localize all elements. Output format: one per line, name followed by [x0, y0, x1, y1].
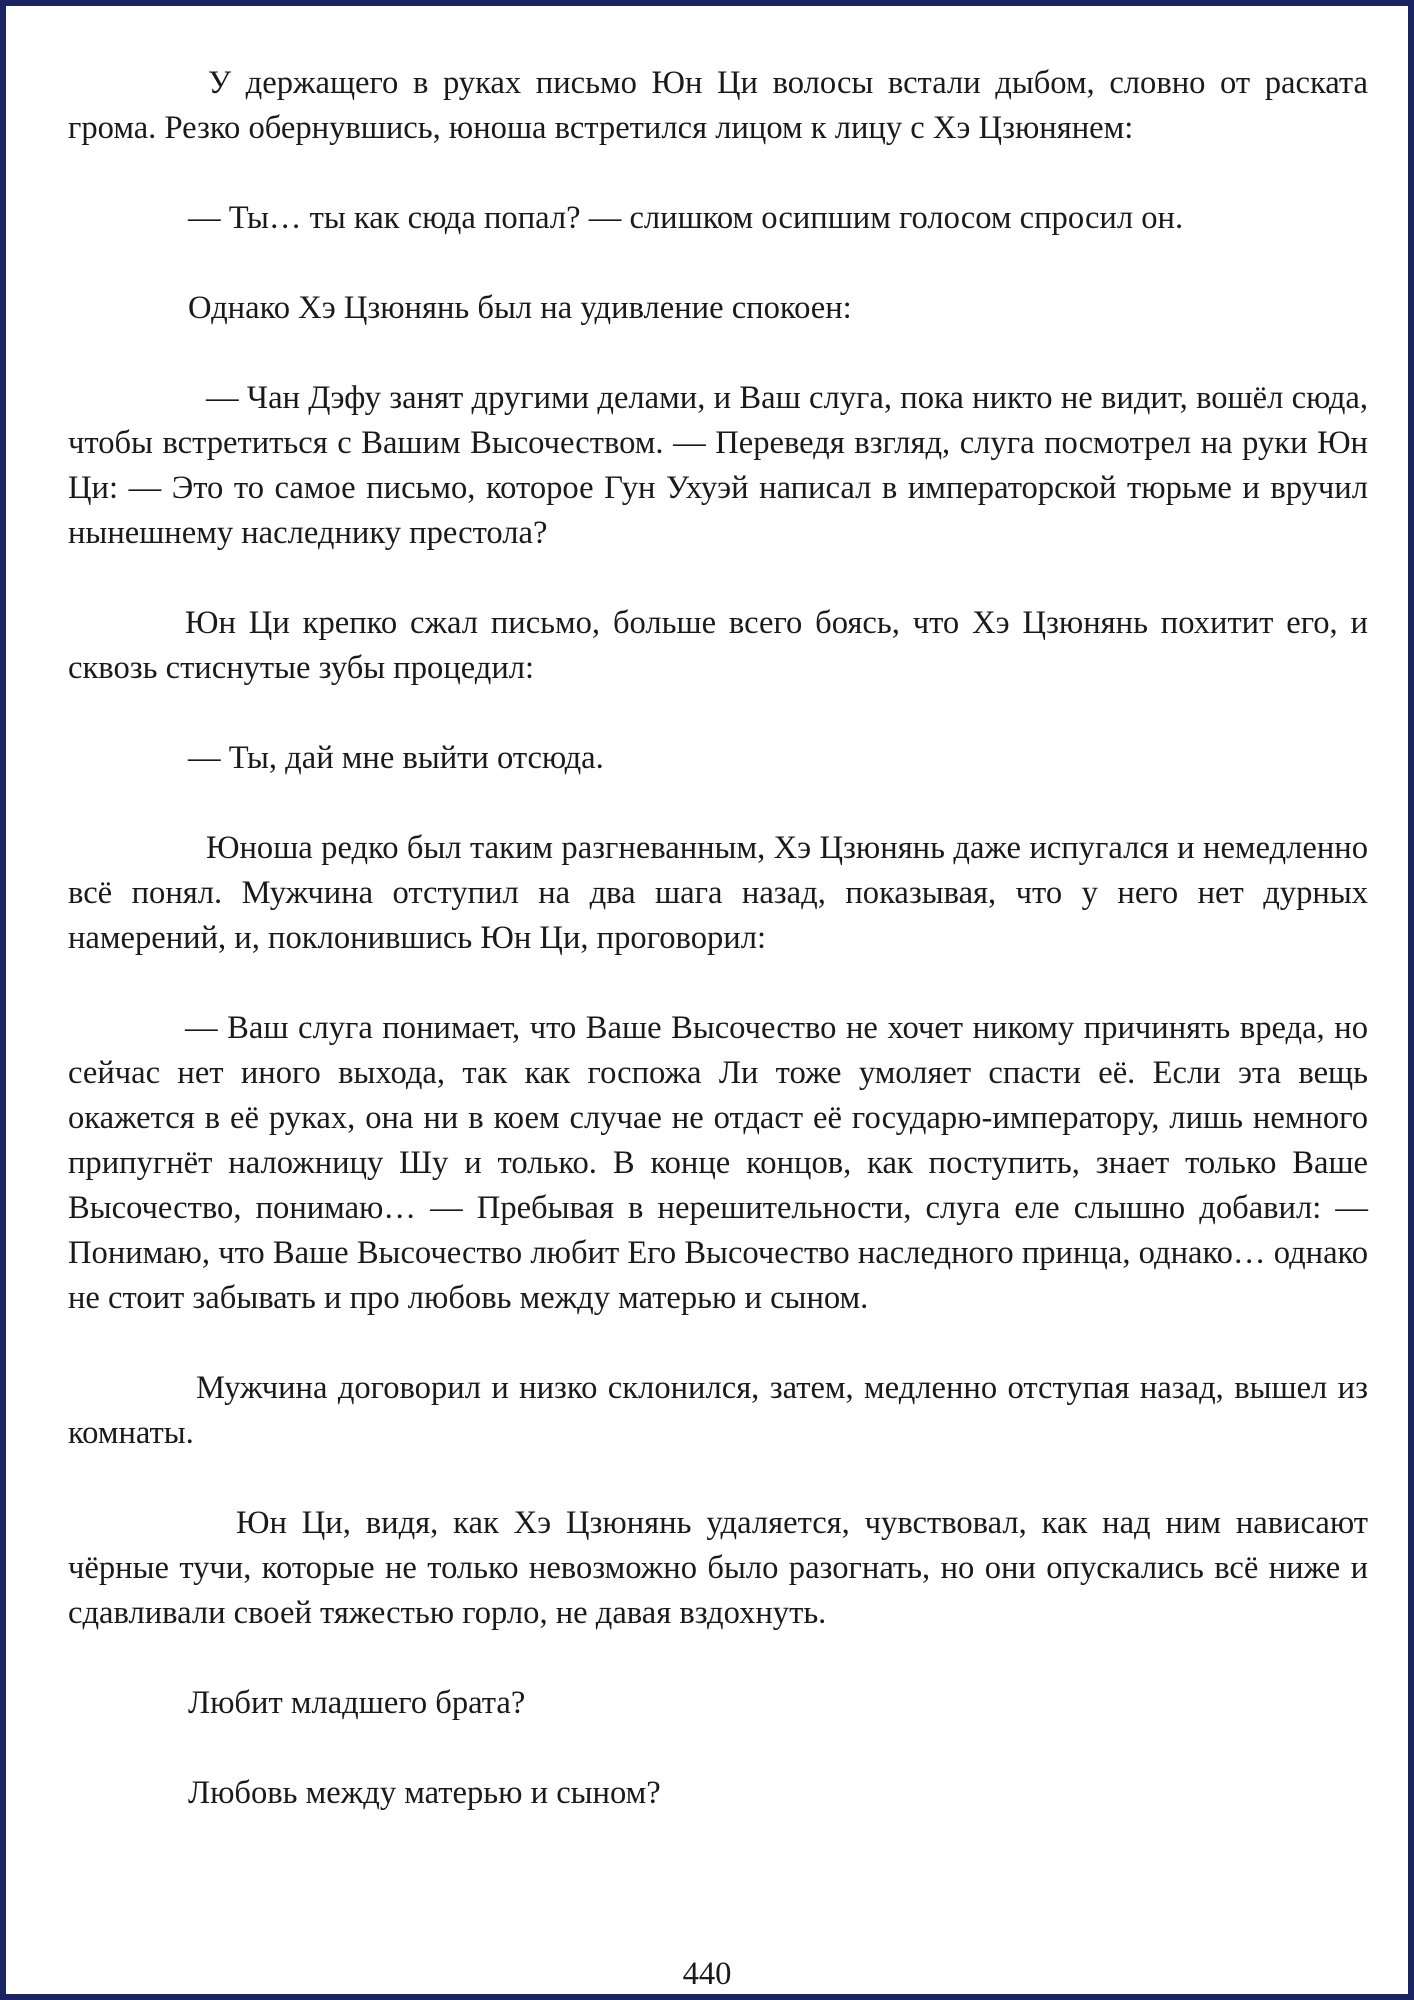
page-number: 440 [682, 1956, 732, 1992]
paragraph-1: У держащего в руках письмо Юн Ци волосы встали дыбом, словно от раската грома. Резко обернувшись, юноша встретился лицом к лицу с Хэ Цзюнянем: [68, 65, 1368, 146]
paragraph-6: — Ты, дай мне выйти отсюда. [188, 740, 604, 776]
paragraph-10: Юн Ци, видя, как Хэ Цзюнянь удаляется, чувствовал, как над ним нависают чёрные тучи, которые не только невозможно было разогнать, но они опускались всё ниже и сдавливали своей тяжестью горло, не давая вздохнуть. [68, 1505, 1368, 1631]
paragraph-5: Юн Ци крепко сжал письмо, больше всего боясь, что Хэ Цзюнянь похитит его, и сквозь стиснутые зубы процедил: [68, 605, 1368, 686]
page-body [68, 61, 1368, 1861]
paragraph-7: Юноша редко был таким разгневанным, Хэ Цзюнянь даже испугался и немедленно всё понял. Мужчина отступил на два шага назад, показывая, что у него нет дурных намерений, и, поклонившись Юн Ци, проговорил: [68, 830, 1368, 956]
paragraph-2: — Ты… ты как сюда попал? — слишком осипшим голосом спросил он. [188, 200, 1184, 236]
paragraph-9: Мужчина договорил и низко склонился, затем, медленно отступая назад, вышел из комнаты. [68, 1370, 1368, 1451]
paragraph-8: — Ваш слуга понимает, что Ваше Высочество не хочет никому причинять вреда, но сейчас нет иного выхода, так как госпожа Ли тоже умоляет спасти её. Если эта вещь окажется в её руках, она ни в коем случае не отдаст её государю-императору, лишь немного припугнёт наложницу Шу и только. В конце концов, как поступить, знает только Ваше Высочество, понимаю… — Пребывая в нерешительности, слуга еле слышно добавил: — Понимаю, что Ваше Высочество любит Его Высочество наследного принца, однако… однако не стоит забывать и про любовь между матерью и сыном. [68, 1010, 1368, 1316]
paragraph-11: Любит младшего брата? [188, 1685, 526, 1721]
paragraph-12: Любовь между матерью и сыном? [188, 1775, 661, 1811]
paragraph-3: Однако Хэ Цзюнянь был на удивление спокоен: [188, 290, 852, 326]
paragraph-4: — Чан Дэфу занят другими делами, и Ваш слуга, пока никто не видит, вошёл сюда, чтобы встретиться с Вашим Высочеством. — Переведя взгляд, слуга посмотрел на руки Юн Ци: — Это то самое письмо, которое Гун Ухуэй написал в императорской тюрьме и вручил нынешнему наследнику престола? [68, 380, 1368, 551]
